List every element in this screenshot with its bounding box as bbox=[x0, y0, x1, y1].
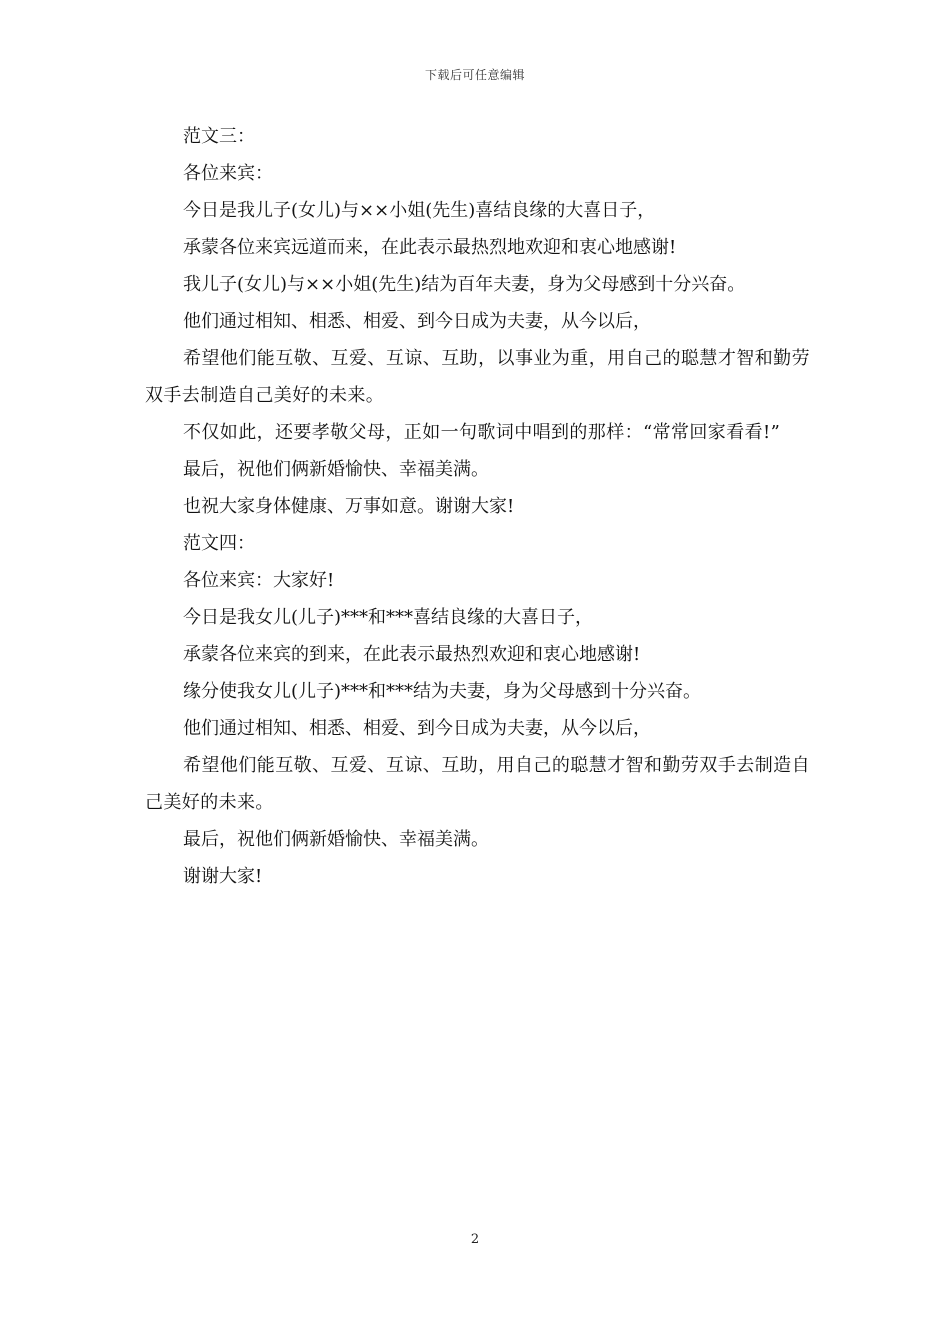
paragraph-line: 也祝大家身体健康、万事如意。谢谢大家! bbox=[183, 496, 515, 517]
section-title: 范文四： bbox=[183, 533, 255, 554]
paragraph-line: 缘分使我女儿(儿子)***和***结为夫妻，身为父母感到十分兴奋。 bbox=[183, 681, 702, 702]
salutation: 各位来宾：大家好! bbox=[183, 570, 335, 591]
paragraph-line: 承蒙各位来宾的到来，在此表示最热烈欢迎和衷心地感谢! bbox=[183, 644, 641, 665]
section-title: 范文三： bbox=[183, 126, 255, 147]
paragraph-line: 他们通过相知、相悉、相爱、到今日成为夫妻，从今以后， bbox=[183, 718, 651, 739]
salutation: 各位来宾： bbox=[183, 163, 273, 184]
page-number: 2 bbox=[470, 1232, 480, 1247]
paragraph-wrapped: 希望他们能互敬、互爱、互谅、互助，以事业为重，用自己的聪慧才智和勤劳双手去制造自己美好的未来。 bbox=[145, 348, 810, 406]
page-header: 下载后可任意编辑 bbox=[424, 68, 525, 82]
paragraph-line: 今日是我儿子(女儿)与××小姐(先生)喜结良缘的大喜日子， bbox=[183, 200, 656, 221]
paragraph-wrapped: 不仅如此，还要孝敬父母，正如一句歌词中唱到的那样：“常常回家看看!” bbox=[183, 422, 781, 443]
paragraph-line: 最后，祝他们俩新婚愉快、幸福美满。 bbox=[183, 829, 489, 850]
paragraph-line: 我儿子(女儿)与××小姐(先生)结为百年夫妻，身为父母感到十分兴奋。 bbox=[183, 274, 746, 295]
closing-line: 谢谢大家! bbox=[183, 866, 263, 887]
paragraph-line: 最后，祝他们俩新婚愉快、幸福美满。 bbox=[183, 459, 489, 480]
paragraph-wrapped: 希望他们能互敬、互爱、互谅、互助，用自己的聪慧才智和勤劳双手去制造自己美好的未来。 bbox=[145, 755, 810, 813]
paragraph-line: 他们通过相知、相悉、相爱、到今日成为夫妻，从今以后， bbox=[183, 311, 651, 332]
paragraph-line: 今日是我女儿(儿子)***和***喜结良缘的大喜日子， bbox=[183, 607, 594, 628]
paragraph-line: 承蒙各位来宾远道而来，在此表示最热烈地欢迎和衷心地感谢! bbox=[183, 237, 677, 258]
document-body bbox=[145, 118, 810, 895]
